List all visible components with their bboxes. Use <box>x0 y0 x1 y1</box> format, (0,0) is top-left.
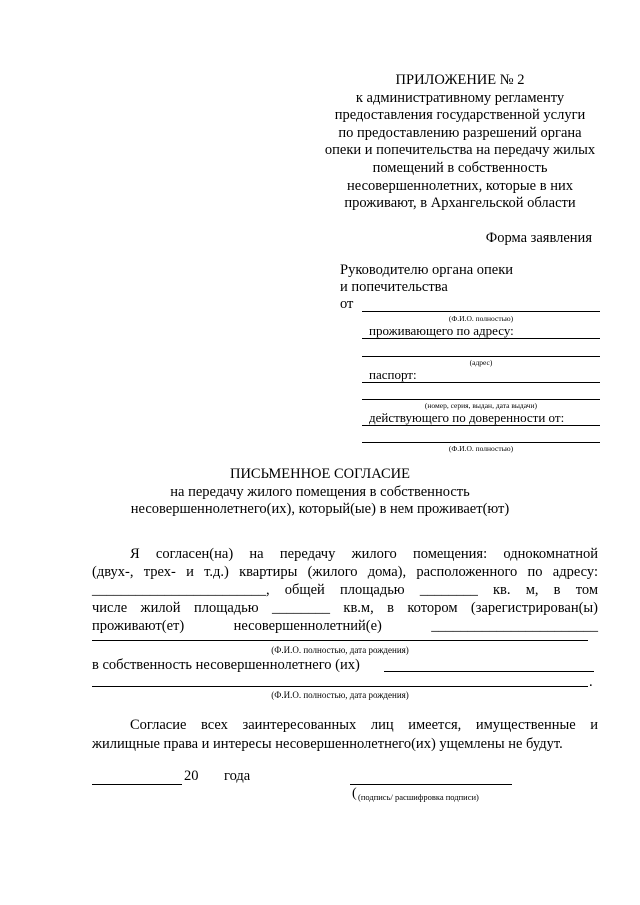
form-label: Форма заявления <box>485 230 592 246</box>
address-field-2[interactable] <box>362 356 600 357</box>
address-hint: (адрес) <box>469 358 493 367</box>
passport-field-1[interactable] <box>362 382 600 383</box>
date-field[interactable] <box>92 784 182 785</box>
year-prefix: 20 <box>184 768 199 784</box>
from-label: от <box>340 296 354 312</box>
minor-fio-field[interactable] <box>92 640 588 641</box>
passport-hint: (номер, серия, выдан, дата выдачи) <box>424 401 538 410</box>
header-line: помещений в собственность <box>372 159 548 176</box>
paren-open: ( <box>352 786 357 801</box>
address-field-1[interactable] <box>362 338 600 339</box>
header-line: предоставления государственной услуги <box>334 107 586 124</box>
fio-hint: (Ф.И.О. полностью) <box>448 314 514 323</box>
passport-label: паспорт: <box>369 367 417 382</box>
ownership-field-1[interactable] <box>384 671 594 672</box>
fio-date-hint: (Ф.И.О. полностью, дата рождения) <box>271 645 409 655</box>
title-line: ПИСЬМЕННОЕ СОГЛАСИЕ <box>229 466 411 482</box>
appendix-title: ПРИЛОЖЕНИЕ № 2 <box>395 72 525 88</box>
residence-label: проживающего по адресу: <box>369 323 514 338</box>
proxy-field-1[interactable] <box>362 425 600 426</box>
addressee-block <box>340 262 513 295</box>
ownership-label: в собственность несовершеннолетнего (их) <box>92 657 360 673</box>
addressee-line: Руководителю органа опеки <box>340 262 514 278</box>
fio-date-hint: (Ф.И.О. полностью, дата рождения) <box>271 690 409 700</box>
header-line: опеки и попечительства на передачу жилых <box>324 142 596 159</box>
year-suffix: года <box>224 768 251 784</box>
proxy-field-2[interactable] <box>362 442 600 443</box>
addressee-line: и попечительства <box>340 278 448 295</box>
fio-field[interactable] <box>362 311 600 312</box>
title-line: на передачу жилого помещения в собственность <box>170 483 470 500</box>
proxy-fio-hint: (Ф.И.О. полностью) <box>448 444 514 453</box>
title-line: несовершеннолетнего(их), который(ые) в нем проживает(ют) <box>130 501 510 517</box>
header-line: проживают, в Архангельской области <box>344 195 576 212</box>
document-title <box>0 466 640 519</box>
body-line: ________________________, общей площадью ________ кв. м, в том <box>92 582 598 598</box>
header-line: к административному регламенту <box>355 89 565 106</box>
proxy-label: действующего по доверенности от: <box>369 410 565 425</box>
header-line: несовершеннолетних, которые в них <box>347 177 573 194</box>
body-line: (двух-, трех- и т.д.) квартиры (жилого дома), расположенного по адресу: <box>92 564 598 580</box>
header-line: по предоставлению разрешений органа <box>338 124 582 141</box>
consent-paragraph: Согласие всех заинтересованных лиц имеется, имущественные и жилищные права и интересы несовершеннолетнего(их) ущемлены не будут. <box>92 717 598 752</box>
body-line: Я согласен(на) на передачу жилого помещения: однокомнатной <box>130 546 598 562</box>
period: . <box>589 674 593 690</box>
passport-field-2[interactable] <box>362 399 600 400</box>
signature-hint: (подпись/ расшифровка подписи) <box>358 792 479 802</box>
signature-field[interactable] <box>350 784 512 785</box>
ownership-field-2[interactable] <box>92 686 588 687</box>
body-line: проживают(ет) несовершеннолетний(е) _______________________ <box>92 618 598 634</box>
body-line: числе жилой площадью ________ кв.м, в котором (зарегистрирован(ы) <box>92 600 598 616</box>
appendix-header <box>290 72 630 213</box>
